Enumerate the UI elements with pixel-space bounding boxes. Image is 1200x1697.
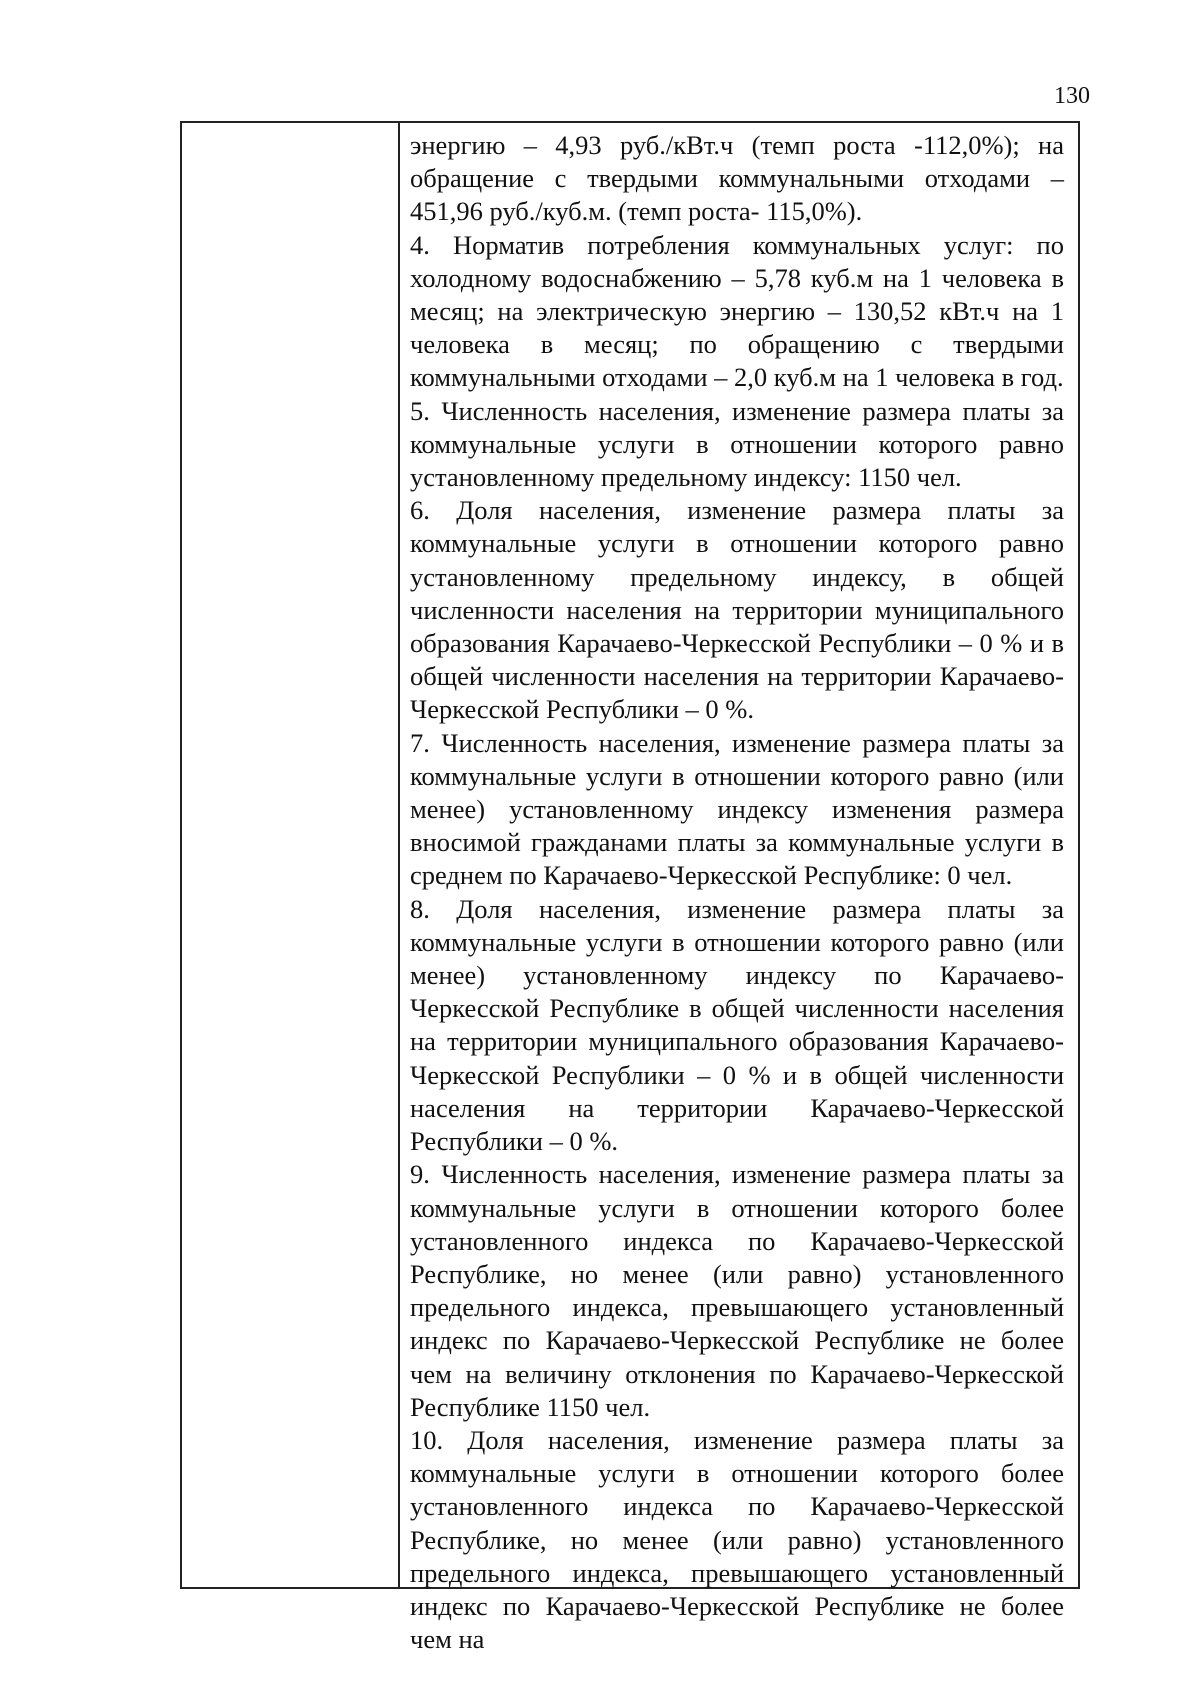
- paragraph-item-7: 7. Численность населения, изменение размера платы за коммунальные услуги в отношении которого равно (или менее) установленному индексу изменения размера вносимой гражданами платы за коммунальные услуги в среднем по Карачаево-Черкесской Республике: 0 чел.: [410, 727, 1064, 891]
- paragraph-item-8: 8. Доля населения, изменение размера платы за коммунальные услуги в отношении которого равно (или менее) установленному индексу по Карачаево-Черкесской Республике в общей численности населения на территории муниципального образования Карачаево-Черкесской Республики – 0 % и в общей численности населения на территории Карачаево-Черкесской Республики – 0 %.: [410, 893, 1064, 1157]
- paragraph-item-5: 5. Численность населения, изменение размера платы за коммунальные услуги в отношении которого равно установленному предельному индексу: 1150 чел.: [410, 395, 1064, 493]
- table-right-cell: [400, 123, 1078, 1655]
- document-table: [180, 121, 1080, 1655]
- table-left-cell: [182, 123, 400, 1587]
- paragraph-item-10: 10. Доля населения, изменение размера платы за коммунальные услуги в отношении которого более установленного индекса по Карачаево-Черкесской Республике, но менее (или равно) установленного предельного индекса, превышающего установленный индекс по Карачаево-Черкесской Республике не более чем на: [410, 1424, 1064, 1655]
- paragraph-item-9: 9. Численность населения, изменение размера платы за коммунальные услуги в отношении которого более установленного индекса по Карачаево-Черкесской Республике, но менее (или равно) установленного предельного индекса, превышающего установленный индекс по Карачаево-Черкесской Республике не более чем на величину отклонения по Карачаево-Черкесской Республике 1150 чел.: [410, 1159, 1064, 1422]
- paragraph-tariff-continuation: энергию – 4,93 руб./кВт.ч (темп роста -112,0%); на обращение с твердыми коммунальными отходами – 451,96 руб./куб.м. (темп роста- 115,0%).: [410, 130, 1064, 227]
- page-number: 130: [1054, 83, 1090, 109]
- paragraph-item-6: 6. Доля населения, изменение размера платы за коммунальные услуги в отношении которого равно установленному предельному индексу, в общей численности населения на территории муниципального образования Карачаево-Черкесской Республики – 0 % и в общей численности населения на территории Карачаево-Черкесской Республики – 0 %.: [410, 495, 1064, 725]
- paragraph-item-4: 4. Норматив потребления коммунальных услуг: по холодному водоснабжению – 5,78 куб.м на 1 человека в месяц; на электрическую энергию – 130,52 кВт.ч на 1 человека в месяц; по обращению с твердыми коммунальными отходами – 2,0 куб.м на 1 человека в год.: [410, 229, 1064, 393]
